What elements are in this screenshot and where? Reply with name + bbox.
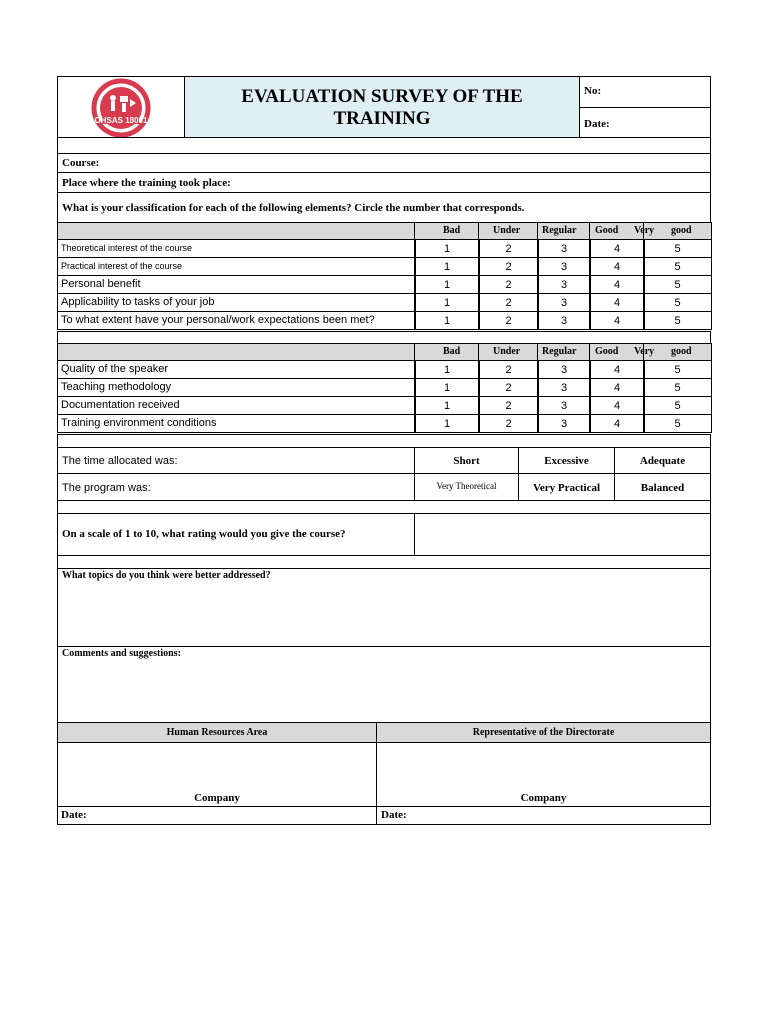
rating-number: 3: [560, 261, 568, 273]
rating-number: 1: [443, 315, 451, 327]
criterion-cell: [57, 414, 416, 433]
scale-header-blank: [57, 343, 416, 361]
scale-header-label: good: [671, 225, 692, 236]
rating-option[interactable]: [537, 293, 591, 312]
rating-option[interactable]: [537, 360, 591, 379]
rating-question-cell: [57, 513, 415, 556]
criterion-label: Teaching methodology: [61, 381, 172, 393]
criterion-cell: [57, 396, 416, 415]
directorate-company-label: Company: [520, 792, 567, 804]
rating-number: 4: [613, 400, 621, 412]
place-label: Place where the training took place:: [62, 177, 231, 189]
program-option-label: Very Theoretical: [436, 481, 497, 491]
criterion-label: Practical interest of the course: [61, 261, 183, 271]
rating-option[interactable]: [478, 239, 539, 258]
scale-header-blank: [57, 222, 416, 240]
scale-header-label: Bad: [443, 346, 461, 357]
rating-option[interactable]: [643, 239, 712, 258]
rating-number: 3: [560, 315, 568, 327]
time-label: The time allocated was:: [62, 455, 178, 467]
rating-number: 1: [443, 261, 451, 273]
number-field[interactable]: [579, 76, 711, 108]
time-option-label: Short: [453, 455, 480, 467]
scale-header-label: Good: [595, 346, 619, 357]
scale-header-label: good: [671, 346, 692, 357]
rating-option[interactable]: [414, 378, 480, 397]
criterion-cell: [57, 360, 416, 379]
rating-option[interactable]: [643, 311, 712, 330]
rating-number: 2: [505, 279, 512, 291]
rating-number: 1: [443, 400, 451, 412]
rating-option[interactable]: [643, 275, 712, 294]
criterion-label: To what extent have your personal/work expectations been met?: [61, 314, 375, 326]
place-field[interactable]: [57, 172, 711, 193]
program-option-practical[interactable]: [518, 473, 615, 501]
program-option-label: Very Practical: [532, 482, 601, 494]
time-option-label: Adequate: [639, 455, 686, 467]
time-option-label: Excessive: [544, 455, 589, 467]
rating-number: 4: [613, 261, 621, 273]
rating-option[interactable]: [589, 396, 645, 415]
criterion-cell: [57, 275, 416, 294]
rating-number: 1: [443, 279, 451, 291]
rating-question: On a scale of 1 to 10, what rating would you give the course?: [62, 528, 346, 540]
rating-number: 5: [674, 400, 681, 412]
rating-number: 5: [674, 364, 681, 376]
rating-number: 5: [674, 261, 681, 273]
rating-option[interactable]: [643, 257, 712, 276]
rating-number: 5: [674, 418, 681, 430]
rating-option[interactable]: [414, 360, 480, 379]
directorate-signature-box[interactable]: [376, 742, 711, 807]
time-option-short[interactable]: [414, 447, 519, 474]
spacer-row: [57, 434, 711, 448]
rating-number: 3: [560, 364, 568, 376]
spacer-row: [57, 555, 711, 569]
rating-option[interactable]: [643, 378, 712, 397]
rating-option[interactable]: [478, 396, 539, 415]
rating-number: 1: [443, 418, 451, 430]
rating-option[interactable]: [478, 293, 539, 312]
rating-option[interactable]: [414, 311, 480, 330]
directorate-title: Representative of the Directorate: [472, 727, 615, 738]
instruction-text: What is your classification for each of the following elements? Circle the number that corresponds.: [62, 202, 525, 214]
program-option-balanced[interactable]: [614, 473, 711, 501]
rating-number: 4: [613, 418, 621, 430]
rating-option[interactable]: [643, 360, 712, 379]
time-label-cell: [57, 447, 415, 474]
rating-option[interactable]: [478, 311, 539, 330]
rating-option[interactable]: [589, 239, 645, 258]
criterion-label: Quality of the speaker: [61, 363, 169, 375]
criterion-cell: [57, 239, 416, 258]
rating-option[interactable]: [478, 275, 539, 294]
rating-number: 4: [613, 243, 621, 255]
criterion-cell: [57, 378, 416, 397]
criterion-label: Personal benefit: [61, 278, 141, 290]
rating-option[interactable]: [478, 257, 539, 276]
scale-header-label: Very: [634, 225, 655, 236]
rating-number: 1: [443, 364, 451, 376]
scale-header-label: Regular: [542, 225, 577, 236]
hr-signature-box[interactable]: [57, 742, 377, 807]
comments-label: Comments and suggestions:: [62, 648, 181, 659]
svg-text:OHSAS 18001: OHSAS 18001: [94, 116, 148, 125]
rating-option[interactable]: [478, 414, 539, 433]
criterion-label: Theoretical interest of the course: [61, 243, 193, 253]
rating-number: 2: [505, 364, 512, 376]
hr-area-header: [57, 722, 377, 743]
rating-number: 3: [560, 418, 568, 430]
program-label-cell: [57, 473, 415, 501]
rating-number: 3: [560, 279, 568, 291]
criterion-label: Applicability to tasks of your job: [61, 296, 215, 308]
rating-number: 3: [560, 243, 568, 255]
rating-number: 2: [505, 400, 512, 412]
rating-number: 2: [505, 315, 512, 327]
program-option-label: Balanced: [640, 482, 685, 494]
rating-number: 5: [674, 279, 681, 291]
rating-option[interactable]: [537, 378, 591, 397]
course-label: Course:: [62, 157, 100, 169]
course-field[interactable]: [57, 153, 711, 173]
rating-option[interactable]: [589, 257, 645, 276]
program-option-theoretical[interactable]: [414, 473, 519, 501]
rating-number: 4: [613, 297, 621, 309]
rating-number: 5: [674, 297, 681, 309]
hr-company-label: Company: [194, 792, 240, 804]
rating-input[interactable]: [414, 513, 711, 556]
criterion-label: Training environment conditions: [61, 417, 217, 429]
rating-option[interactable]: [589, 311, 645, 330]
rating-option[interactable]: [537, 396, 591, 415]
rating-number: 2: [505, 382, 512, 394]
header-date-field[interactable]: [579, 107, 711, 138]
rating-option[interactable]: [537, 275, 591, 294]
rating-option[interactable]: [537, 257, 591, 276]
rating-option[interactable]: [414, 239, 480, 258]
topics-question: What topics do you think were better addressed?: [62, 570, 271, 581]
rating-option[interactable]: [589, 414, 645, 433]
scale-header-label: Very: [634, 346, 655, 357]
time-option-excessive[interactable]: [518, 447, 615, 474]
rating-option[interactable]: [478, 360, 539, 379]
rating-option[interactable]: [414, 275, 480, 294]
criterion-cell: [57, 293, 416, 312]
rating-option[interactable]: [589, 378, 645, 397]
scale-header-label: Regular: [542, 346, 577, 357]
hr-area-title: Human Resources Area: [166, 727, 268, 738]
rating-option[interactable]: [537, 239, 591, 258]
rating-option[interactable]: [537, 311, 591, 330]
rating-number: 3: [560, 400, 568, 412]
rating-option[interactable]: [414, 414, 480, 433]
criterion-cell: [57, 311, 416, 330]
instruction-row: [57, 192, 711, 223]
rating-number: 1: [443, 382, 451, 394]
topics-textarea[interactable]: [57, 568, 711, 647]
rating-number: 4: [613, 315, 621, 327]
scale-header-label: Under: [493, 225, 521, 236]
rating-option[interactable]: [589, 275, 645, 294]
rating-number: 2: [505, 261, 512, 273]
spacer-row: [57, 137, 711, 154]
time-option-adequate[interactable]: [614, 447, 711, 474]
scale-header-label: Under: [493, 346, 521, 357]
rating-number: 5: [674, 243, 681, 255]
rating-option[interactable]: [643, 396, 712, 415]
form-title-line2: TRAINING: [333, 108, 431, 129]
rating-option[interactable]: [414, 293, 480, 312]
rating-option[interactable]: [478, 378, 539, 397]
rating-number: 1: [443, 297, 451, 309]
rating-number: 5: [674, 315, 681, 327]
comments-textarea[interactable]: [57, 646, 711, 723]
rating-option[interactable]: [589, 293, 645, 312]
rating-option[interactable]: [537, 414, 591, 433]
directorate-date-field[interactable]: [376, 806, 711, 825]
criterion-label: Documentation received: [61, 399, 180, 411]
rating-number: 5: [674, 382, 681, 394]
spacer-row: [57, 500, 711, 514]
scale-header-label: Good: [595, 225, 619, 236]
rating-number: 2: [505, 418, 512, 430]
rating-number: 3: [560, 382, 568, 394]
hr-date-field[interactable]: [57, 806, 377, 825]
rating-option[interactable]: [414, 257, 480, 276]
program-label: The program was:: [62, 482, 151, 494]
directorate-header: [376, 722, 711, 743]
rating-number: 4: [613, 279, 621, 291]
rating-number: 4: [613, 364, 621, 376]
header-date-label: Date:: [584, 118, 610, 130]
hr-date-label: Date:: [61, 809, 87, 821]
rating-number: 3: [560, 297, 568, 309]
rating-number: 1: [443, 243, 451, 255]
directorate-date-label: Date:: [381, 809, 407, 821]
criterion-cell: [57, 257, 416, 276]
ohsas-logo-icon: [58, 77, 184, 137]
scale-header-label: Bad: [443, 225, 461, 236]
rating-number: 2: [505, 297, 512, 309]
number-label: No:: [584, 85, 602, 97]
form-title-cell: [184, 76, 580, 138]
form-title-line1: EVALUATION SURVEY OF THE: [241, 86, 523, 107]
rating-number: 2: [505, 243, 512, 255]
rating-option[interactable]: [414, 396, 480, 415]
logo-cell: [57, 76, 185, 138]
rating-option[interactable]: [643, 414, 712, 433]
rating-number: 4: [613, 382, 621, 394]
rating-option[interactable]: [643, 293, 712, 312]
rating-option[interactable]: [589, 360, 645, 379]
